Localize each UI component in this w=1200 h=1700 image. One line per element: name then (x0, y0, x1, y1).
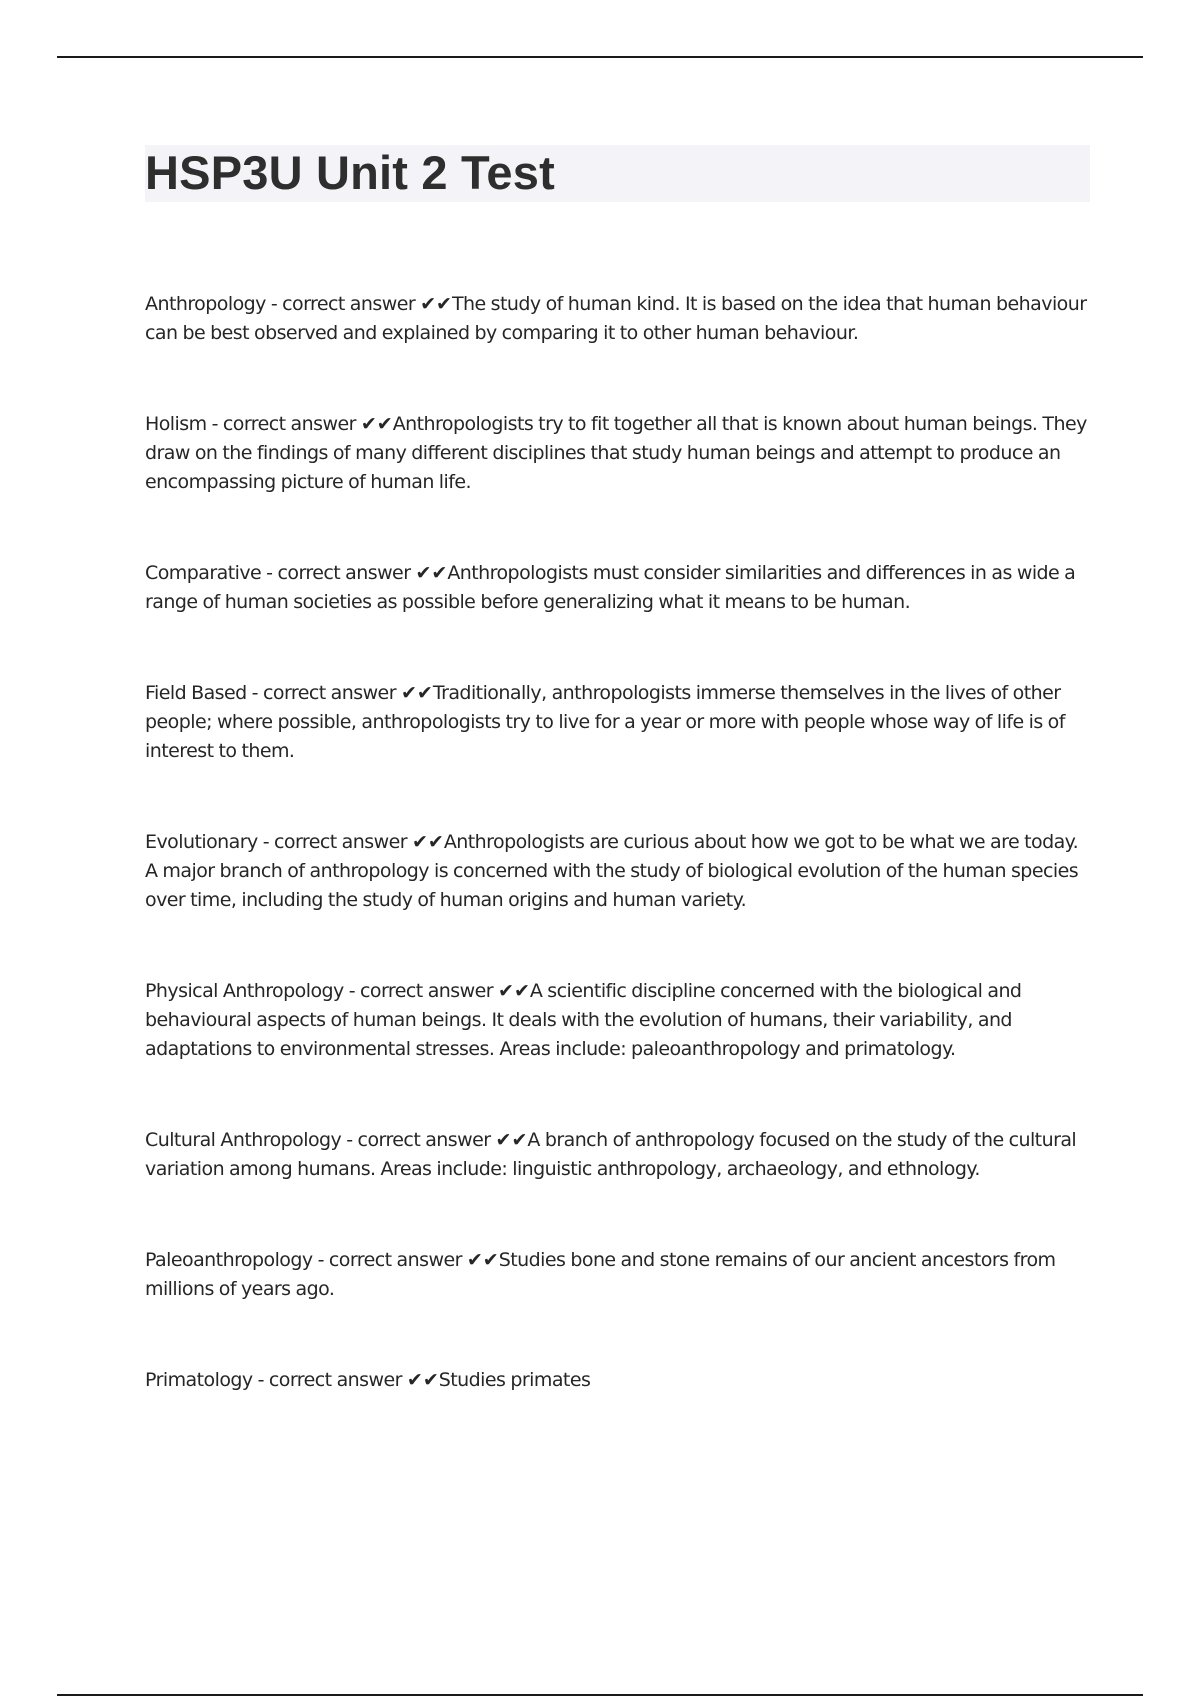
entry-answer-label: correct answer (328, 1249, 462, 1271)
flashcard-entry: Anthropology - correct answer ✔✔The study of human kind. It is based on the idea that human behaviour can be best observed and explained by comparing it to other human behaviour. (145, 293, 1087, 344)
entry-definition: A branch of anthropology focused on the study of the cultural variation among humans. Areas include: linguistic anthropology, archaeology, and ethnology. (145, 1129, 1077, 1180)
entry-definition: Traditionally, anthropologists immerse themselves in the lives of other people; where possible, anthropologists try to live for a year or more with people whose way of life is of interest to them. (145, 682, 1065, 762)
check-marks-icon: ✔✔ (412, 831, 444, 853)
check-marks-icon: ✔✔ (360, 413, 393, 435)
entry-definition: The study of human kind. It is based on the idea that human behaviour can be best observed and explained by comparing it to other human behaviour. (145, 293, 1087, 344)
entry-definition: Anthropologists try to fit together all that is known about human beings. They draw on the findings of many different disciplines that study human beings and attempt to produce an encompassing picture of human life. (145, 413, 1087, 493)
bottom-rule (57, 1694, 1143, 1696)
check-marks-icon: ✔✔ (415, 562, 448, 584)
check-marks-icon: ✔✔ (495, 1129, 528, 1151)
check-marks-icon: ✔✔ (406, 1369, 439, 1391)
entry-term: Anthropology (145, 293, 266, 315)
entry-term: Field Based (145, 682, 247, 704)
top-rule (57, 56, 1143, 58)
entry-answer-label: correct answer (268, 1369, 402, 1391)
page-title: HSP3U Unit 2 Test (145, 146, 555, 199)
flashcard-entry: Primatology - correct answer ✔✔Studies primates (145, 1369, 591, 1391)
flashcard-entry: Comparative - correct answer ✔✔Anthropologists must consider similarities and differences in as wide a range of human societies as possible before generalizing what it means to be human. (145, 562, 1076, 613)
entry-definition: Studies primates (438, 1369, 591, 1391)
entry-definition: Studies bone and stone remains of our ancient ancestors from millions of years ago. (145, 1249, 1056, 1300)
entry-term: Cultural Anthropology (145, 1129, 342, 1151)
entry-answer-label: correct answer (222, 413, 356, 435)
check-marks-icon: ✔✔ (466, 1249, 499, 1271)
entry-answer-label: correct answer (274, 831, 407, 853)
check-marks-icon: ✔✔ (400, 682, 433, 704)
entry-term: Evolutionary (145, 831, 258, 853)
entry-definition: Anthropologists are curious about how we got to be what we are today. A major branch of anthropology is concerned with the study of biological evolution of the human species over time, including the study of human origins and human variety. (145, 831, 1079, 911)
check-marks-icon: ✔✔ (420, 293, 452, 315)
flashcard-entry: Field Based - correct answer ✔✔Traditionally, anthropologists immerse themselves in the lives of other people; where possible, anthropologists try to live for a year or more with people whose way of life is of interest to them. (145, 682, 1065, 762)
entry-answer-label: correct answer (360, 980, 494, 1002)
entry-term: Physical Anthropology (145, 980, 344, 1002)
entry-term: Primatology (145, 1369, 253, 1391)
entry-answer-label: correct answer (357, 1129, 491, 1151)
entry-term: Paleoanthropology (145, 1249, 313, 1271)
flashcard-entry: Cultural Anthropology - correct answer ✔✔A branch of anthropology focused on the study of the cultural variation among humans. Areas include: linguistic anthropology, archaeology, and ethnology. (145, 1129, 1077, 1180)
entry-term: Holism (145, 413, 207, 435)
flashcard-list (145, 290, 1090, 1457)
flashcard-entry: Evolutionary - correct answer ✔✔Anthropologists are curious about how we got to be what we are today. A major branch of anthropology is concerned with the study of biological evolution of the human species over time, including the study of human origins and human variety. (145, 831, 1079, 911)
check-marks-icon: ✔✔ (498, 980, 530, 1002)
entry-definition: Anthropologists must consider similarities and differences in as wide a range of human societies as possible before generalizing what it means to be human. (145, 562, 1076, 613)
entry-definition: A scientific discipline concerned with the biological and behavioural aspects of human beings. It deals with the evolution of humans, their variability, and adaptations to environmental stresses. Areas include: paleoanthropology and primatology. (145, 980, 1022, 1060)
flashcard-entry: Paleoanthropology - correct answer ✔✔Studies bone and stone remains of our ancient ancestors from millions of years ago. (145, 1249, 1056, 1300)
flashcard-entry: Holism - correct answer ✔✔Anthropologists try to fit together all that is known about human beings. They draw on the findings of many different disciplines that study human beings and attempt to produce an encompassing picture of human life. (145, 413, 1087, 493)
entry-answer-label: correct answer (262, 682, 396, 704)
flashcard-entry: Physical Anthropology - correct answer ✔✔A scientific discipline concerned with the biological and behavioural aspects of human beings. It deals with the evolution of humans, their variability, and adaptations to environmental stresses. Areas include: paleoanthropology and primatology. (145, 980, 1022, 1060)
entry-answer-label: correct answer (282, 293, 416, 315)
entry-term: Comparative (145, 562, 262, 584)
entry-answer-label: correct answer (277, 562, 411, 584)
